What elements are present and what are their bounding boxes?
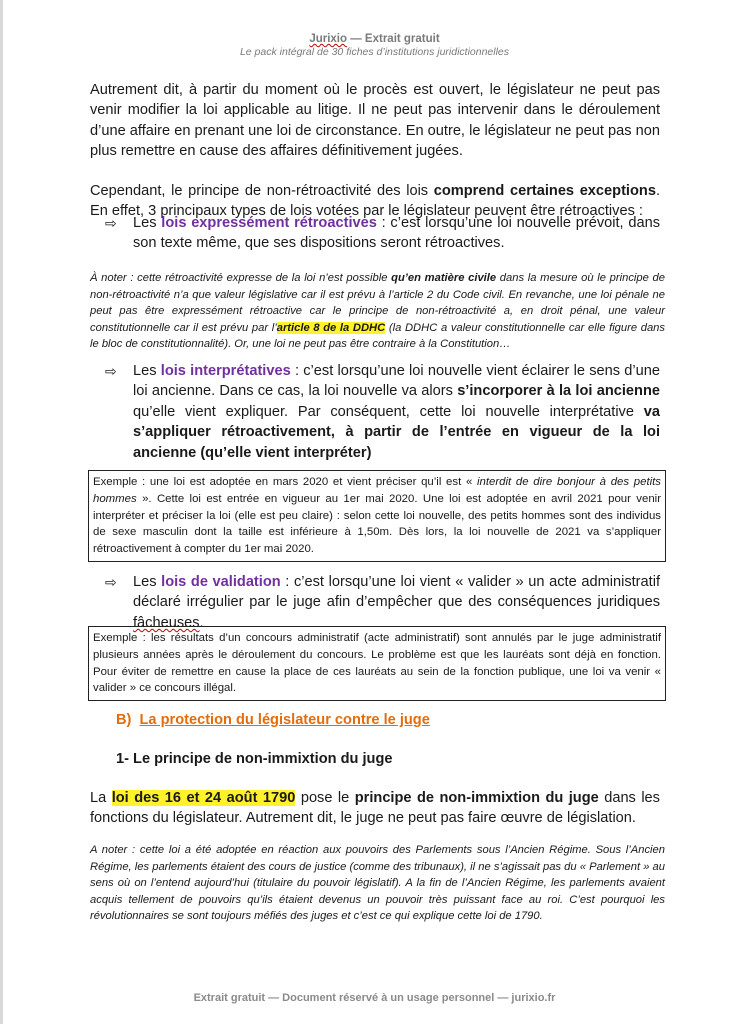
example-box-1	[88, 470, 666, 562]
para3-after: dans les fonctions du législateur. Autrement dit, le juge ne peut pas faire œuvre de législation.	[90, 790, 660, 827]
bullet-3-text	[133, 572, 660, 633]
note-1-part2: dans la mesure où le principe de non-rétroactivité n’a que valeur législative car il est prévu à l’article 2 du Code civil. En revanche, une loi pénale ne peut pas être expressément rétroactive car le principe de non-rétroactivité a, en droit pénal, une valeur constitutionnelle car il est prévu par l’	[90, 272, 665, 334]
para3-bold: principe de non-immixtion du juge	[354, 790, 599, 806]
header-brand	[0, 33, 749, 45]
bullet-2-bold-1: s’incorporer à la loi ancienne	[457, 383, 660, 400]
section-b-title	[116, 712, 430, 728]
page-edge	[0, 0, 3, 1024]
bullet-1-term: lois expressément rétroactives	[161, 215, 377, 231]
para3-prefix: La	[90, 790, 112, 806]
brand-suffix: — Extrait gratuit	[347, 33, 440, 45]
para2-bold: comprend certaines exceptions	[433, 183, 656, 199]
box-1-italic: interdit de dire bonjour à des petits hommes	[93, 476, 661, 505]
brand-name: Jurixio	[309, 33, 348, 45]
paragraph-3	[90, 788, 660, 829]
bullet-3-end: .	[199, 614, 204, 631]
page-footer: Extrait gratuit — Document réservé à un usage personnel — jurixio.fr	[193, 992, 556, 1004]
bullet-3-prefix: Les	[133, 574, 162, 590]
bullet-2-bold-2: va s’appliquer rétroactivement, à partir de l’entrée en vigueur de la loi ancienne (qu’elle vient interpréter)	[133, 403, 660, 461]
bullet-3-wavy-word: fâcheuses	[133, 614, 200, 631]
note-2: A noter : cette loi a été adoptée en réaction aux pouvoirs des Parlements sous l’Ancien Régime. Sous l’Ancien Régime, les parlements étaient des cours de justice (comme des tribunaux), il ne s’agissait pas du « Parlement » au sens où on l’entend aujourd’hui (titulaire du pouvoir législatif). A la fin de l’Ancien Régime, les parlements avaient acquis tellement de pouvoirs qu’ils étaient devenus un pouvoir très puissant face au roi. C’est pourquoi les révolutionnaires se sont toujours méfiés des juges et c’est ce qui explique cette loi de 1790.	[90, 844, 665, 923]
bullet-1-body: : c’est lorsqu’une loi nouvelle prévoit, dans son texte même, que ses dispositions seront rétroactives.	[133, 215, 660, 252]
bullet-interpretative	[105, 361, 660, 463]
bullet-3-body: : c’est lorsqu’une loi vient « valider » un acte administratif déclaré irrégulier par le juge afin d’empêcher que des conséquences juridiques	[133, 574, 661, 611]
section-b-letter: B)	[116, 712, 132, 728]
right-arrow-outline-icon: ⇨	[105, 363, 117, 379]
note-1-bold: qu’en matière civile	[391, 272, 497, 284]
paragraph-1: Autrement dit, à partir du moment où le procès est ouvert, le législateur ne peut pas venir modifier la loi applicable au litige. Il ne peut pas intervenir dans le déroulement d’une affaire en prenant une loi de circonstance. En outre, le législateur ne peut pas non plus remettre en cause des affaires définitivement jugées.	[90, 82, 660, 160]
note-1-highlight: article 8 de la DDHC	[276, 321, 386, 334]
bullet-1-prefix: Les	[133, 215, 162, 231]
bullet-validation	[105, 572, 660, 633]
example-box-2: Exemple : les résultats d’un concours administratif (acte administratif) sont annulés par le juge administratif plusieurs années après le déroulement du concours. Le problème est que les lauréats sont déjà en fonction. Pour éviter de remettre en cause la place de ces lauréats au sein de la fonction publique, une loi va venir « valider » ce concours illégal.	[88, 626, 666, 701]
right-arrow-outline-icon: ⇨	[105, 215, 117, 231]
bullet-2-text	[133, 361, 660, 463]
subsection-1-title: 1- Le principe de non-immixtion du juge	[116, 751, 393, 767]
section-b-text: La protection du législateur contre le juge	[139, 712, 430, 728]
bullet-1-text	[133, 213, 660, 254]
page-header	[0, 33, 749, 58]
note-1-part1: À noter : cette rétroactivité expresse de la loi n’est possible	[90, 272, 392, 284]
note-1	[90, 270, 665, 353]
bullet-expressly-retroactive	[105, 213, 660, 254]
bullet-2-prefix: Les	[133, 363, 161, 379]
para3-mid: pose le	[295, 790, 355, 806]
note-1-part3: (la DDHC a valeur constitutionnelle car elle figure dans le bloc de constitutionnalité). Or, une loi ne peut pas être contraire à la Constitution…	[90, 321, 665, 351]
header-tagline: Le pack intégral de 30 fiches d’institutions juridictionnelles	[239, 46, 510, 58]
box-1-part1: Exemple : une loi est adoptée en mars 2020 et vient préciser qu’il est «	[93, 476, 477, 488]
bullet-2-body-1: : c’est lorsqu’une loi nouvelle vient éclairer le sens d’une loi ancienne. Dans ce cas, la loi nouvelle va alors	[133, 363, 660, 400]
right-arrow-outline-icon: ⇨	[105, 574, 117, 590]
bullet-2-term: lois interprétatives	[160, 363, 291, 379]
bullet-3-term: lois de validation	[161, 574, 281, 590]
para2-before: Cependant, le principe de non-rétroactivité des lois	[90, 183, 434, 199]
para3-highlight: loi des 16 et 24 août 1790	[111, 790, 296, 806]
para2-after: . En effet, 3 principaux types de lois votées par le législateur peuvent être rétroactives :	[90, 183, 660, 220]
bullet-2-body-2: qu’elle vient expliquer. Par conséquent, cette loi nouvelle interprétative	[133, 403, 644, 420]
box-1-part2: ». Cette loi est entrée en vigueur au 1er mai 2020. Une loi est adoptée en avril 2021 pour venir interpréter et préciser la loi (elle est peu claire) : selon cette loi nouvelle, des petits hommes sont des individus de sexe masculin dont la taille est inférieure à 1,50m. Dès lors, la loi nouvelle de 2021 va s’appliquer rétroactivement à compter du 1er mai 2020.	[93, 492, 661, 556]
